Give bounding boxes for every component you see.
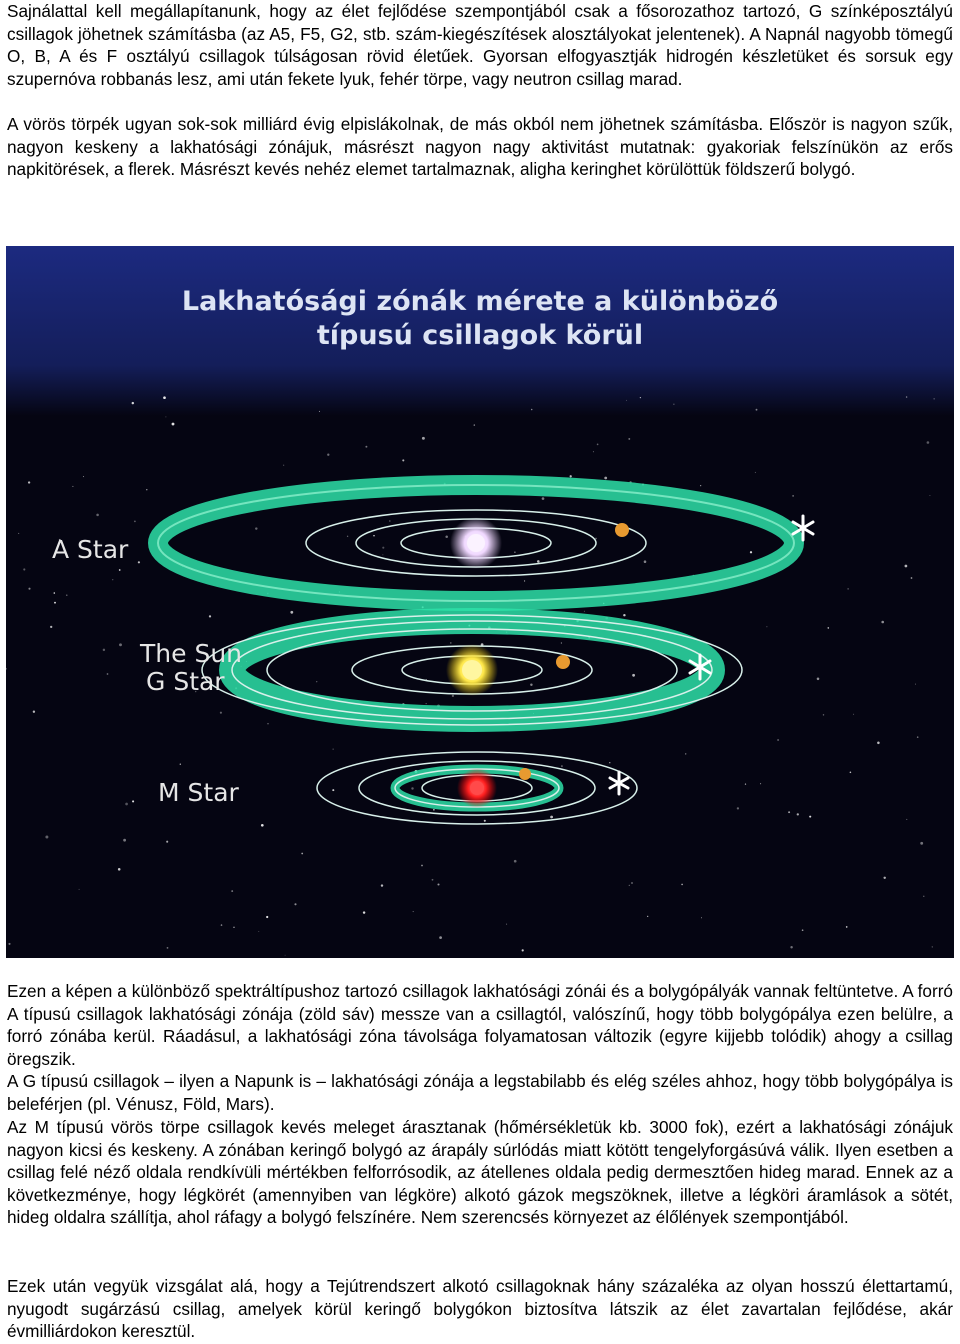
background-star [132, 800, 134, 802]
background-star [809, 816, 811, 818]
background-star [631, 882, 632, 883]
label-g-star: G Star [146, 667, 225, 696]
background-star [906, 819, 907, 820]
background-star [221, 924, 223, 926]
background-star [316, 681, 317, 682]
background-star [760, 783, 761, 784]
background-star [790, 946, 792, 948]
background-star [258, 931, 259, 932]
background-star [363, 911, 365, 913]
background-star [450, 642, 452, 644]
background-star [524, 580, 525, 581]
background-star [285, 955, 286, 956]
background-star [381, 884, 383, 886]
background-star [167, 947, 169, 949]
background-star [514, 860, 517, 863]
background-star [593, 451, 594, 452]
background-star [797, 813, 799, 815]
background-star [755, 472, 756, 473]
background-star [8, 943, 10, 945]
background-star [382, 547, 384, 549]
background-star [881, 621, 884, 624]
background-star [823, 714, 824, 715]
m-star-paragraph [7, 1116, 953, 1229]
background-star [134, 521, 136, 523]
background-star [550, 816, 553, 819]
background-star [266, 916, 268, 918]
background-star [50, 626, 52, 628]
closing-text: Ezek után vegyük vizsgálat alá, hogy a Tejútrendszert alkotó csillagoknak hány százaléka az olyan hosszú élettartamú, nyugodt sugárzású csillag, amelyek körül keringő bolygókon biztosítva látszik az élet zavartalan fejlődése, akár évmilliárdokon keresztül. [7, 1276, 953, 1342]
label-m-star: M Star [158, 778, 239, 807]
background-star [112, 579, 113, 580]
background-star [745, 783, 746, 784]
background-star [917, 736, 919, 738]
planet-icon [556, 655, 570, 669]
background-star [584, 611, 585, 612]
background-star [628, 438, 630, 440]
background-star [701, 917, 702, 918]
background-star [850, 772, 852, 774]
red-dwarf-paragraph [7, 113, 953, 181]
background-star [45, 836, 48, 839]
label-a-star: A Star [52, 535, 129, 564]
background-star [437, 883, 439, 885]
intro-text: Sajnálattal kell megállapítanunk, hogy az élet fejlődése szempontjából csak a fősorozathoz tartozó, G színképosztályú csillagok jöhetnek számításba (az A5, F5, G2, stb. szám-kiegészítések alosztályokat jelentenek). A Napnál nagyobb tömegű O, B, A és F osztályú csillagok túlságosan rövid életűek. Gyorsan elfogyasztják hidrogén készletüket és sorsuk egy szupernóva robbanás lesz, ami után fekete lyuk, fehér törpe, vagy neutron csillag marad. [7, 1, 953, 89]
background-star [301, 853, 303, 855]
m-star-text: Az M típusú vörös törpe csillagok kevés meleget árasztanak (hőmérsékletük kb. 3000 fok), ezért a lakhatósági zónájuk nagyon kicsi és keskeny. A zónában keringő bolygó az árapály súrlódás miatt kötött tengelyforgásúvá válik. Ilyen esetben a csillag felé néző oldala rendkívüli mértékben felforrósodik, az átellenes oldala pedig dermesztően hideg marad. Ennek az a következménye, hogy légkörét (amennyiben van légköre) alkotó gázok megszöknek, illetve a légköri áramlások a sötét, hideg oldalra szállítja, ahol ráfagy a bolygó felszínére. Nem szerencsés környezet az élőlények szempontjából. [7, 1117, 953, 1228]
background-star [531, 409, 533, 411]
label-the-sun: The Sun [140, 639, 243, 668]
figure-title-line1: Lakhatósági zónák mérete a különböző [181, 286, 779, 317]
background-star [452, 695, 454, 697]
background-star [647, 916, 648, 917]
background-star [530, 683, 532, 685]
background-star [506, 924, 507, 925]
background-star [484, 820, 486, 822]
background-star [514, 551, 516, 553]
background-star [433, 809, 435, 811]
background-star [261, 824, 264, 827]
background-star [766, 626, 767, 627]
g-star-text: A G típusú csillagok – ilyen a Napunk is – lakhatósági zónája a legstabilabb és elég széles ahhoz, hogy több bolygópálya is beleférjen (pl. Vénusz, Föld, Mars). [7, 1071, 953, 1114]
background-star [802, 929, 804, 931]
background-star [756, 409, 758, 411]
background-star [421, 865, 423, 867]
background-star [231, 890, 233, 892]
background-star [119, 643, 122, 646]
background-star [737, 807, 739, 809]
background-star [103, 649, 105, 651]
background-star [905, 565, 908, 568]
background-star [233, 927, 234, 928]
background-star [934, 398, 935, 399]
background-star [180, 764, 181, 765]
background-star [439, 936, 442, 939]
background-star [209, 615, 211, 617]
background-star [640, 397, 641, 398]
background-star [422, 437, 425, 440]
background-star [411, 787, 413, 789]
background-star [673, 404, 674, 405]
background-star [632, 674, 635, 677]
background-star [929, 495, 930, 496]
background-star [66, 595, 67, 596]
background-star [432, 879, 434, 881]
background-star [107, 673, 109, 675]
background-star [172, 423, 175, 426]
planet-icon [615, 523, 629, 537]
background-star [750, 551, 752, 553]
background-star [777, 739, 779, 741]
background-star [96, 514, 99, 517]
g-star-paragraph [7, 1070, 953, 1115]
background-star [445, 535, 448, 538]
intro-paragraph [7, 0, 953, 90]
figure-caption-paragraph [7, 980, 953, 1070]
background-star [166, 841, 168, 843]
background-star [626, 400, 627, 401]
background-star [932, 946, 933, 947]
background-star [920, 842, 923, 845]
background-star [28, 588, 30, 590]
habitable-zone-figure [6, 246, 954, 958]
background-star [146, 489, 147, 490]
background-star [294, 903, 296, 905]
background-star [365, 446, 367, 448]
background-star [132, 402, 134, 404]
background-star [681, 884, 683, 886]
background-star [522, 949, 524, 951]
background-star [827, 627, 829, 629]
background-star [373, 535, 374, 536]
background-star [817, 678, 820, 681]
background-star [700, 485, 701, 486]
background-star [54, 592, 56, 594]
background-star [788, 811, 790, 813]
background-star [413, 911, 414, 912]
background-star [119, 569, 121, 571]
background-star [72, 486, 73, 487]
caption-text: Ezen a képen a különböző spektráltípushoz tartozó csillagok lakhatósági zónái és a bolygópályák vannak feltüntetve. A forró A típusú csillagok lakhatósági zónája (zöld sáv) messze van a csillagtól, valószínű, hogy több bolygópálya ezen belülre, a forró zónába kerül. Ráadásul, a lakhatósági zóna távolsága folyamatosan változik (egyre kijjebb tolódik) ahogy a csillag öregszik. [7, 981, 953, 1069]
background-star [83, 476, 84, 477]
closing-paragraph [7, 1275, 953, 1343]
background-star [426, 703, 427, 704]
planet-icon [519, 768, 531, 780]
background-star [561, 765, 563, 767]
background-star [623, 614, 625, 616]
background-star [123, 839, 126, 842]
background-star [28, 481, 30, 483]
background-star [267, 723, 268, 724]
background-star [327, 454, 329, 456]
background-star [33, 711, 35, 713]
background-star [927, 441, 930, 444]
background-star [332, 789, 334, 791]
background-star [474, 424, 475, 425]
background-star [54, 602, 56, 604]
background-star [847, 588, 848, 589]
background-star [118, 868, 121, 871]
background-star [125, 803, 128, 806]
background-star [911, 577, 913, 579]
background-star [883, 877, 885, 879]
background-star [846, 926, 848, 928]
figure-title-line2: típusú csillagok körül [316, 320, 644, 351]
background-star [165, 416, 166, 417]
background-star [542, 497, 545, 500]
background-star [853, 714, 854, 715]
background-star [604, 477, 607, 480]
background-star [792, 495, 794, 497]
background-star [402, 459, 404, 461]
background-star [383, 555, 384, 556]
background-star [79, 889, 80, 890]
background-star [290, 611, 293, 614]
background-star [923, 896, 924, 897]
red-dwarf-text: A vörös törpék ugyan sok-sok milliárd évig elpislákolnak, de más okból nem jöhetnek számításba. Először is nagyon szűk, nagyon keskeny a lakhatósági zónájuk, másrészt nagyon nagy aktivitást mutatnak: gyakoriak felszínükön az erős napkitörések, a flerek. Másrészt kevés nehéz elemet tartalmaznak, aligha keringhet körülöttük földszerű bolygó. [7, 114, 953, 180]
background-star [283, 465, 284, 466]
background-star [18, 533, 19, 534]
background-star [877, 742, 880, 745]
background-star [255, 527, 257, 529]
background-star [138, 561, 140, 563]
background-star [570, 475, 572, 477]
background-star [163, 396, 166, 399]
background-star [685, 753, 686, 754]
background-star [906, 396, 908, 398]
background-star [644, 560, 647, 563]
background-star [629, 885, 630, 886]
background-star [319, 411, 320, 412]
background-star [597, 444, 599, 446]
background-star [220, 712, 222, 714]
background-star [537, 560, 540, 563]
background-star [561, 643, 562, 644]
background-star [389, 520, 391, 522]
background-star [609, 762, 610, 763]
background-star [23, 568, 25, 570]
background-star [333, 749, 334, 750]
background-star [347, 536, 348, 537]
background-star [915, 684, 916, 685]
